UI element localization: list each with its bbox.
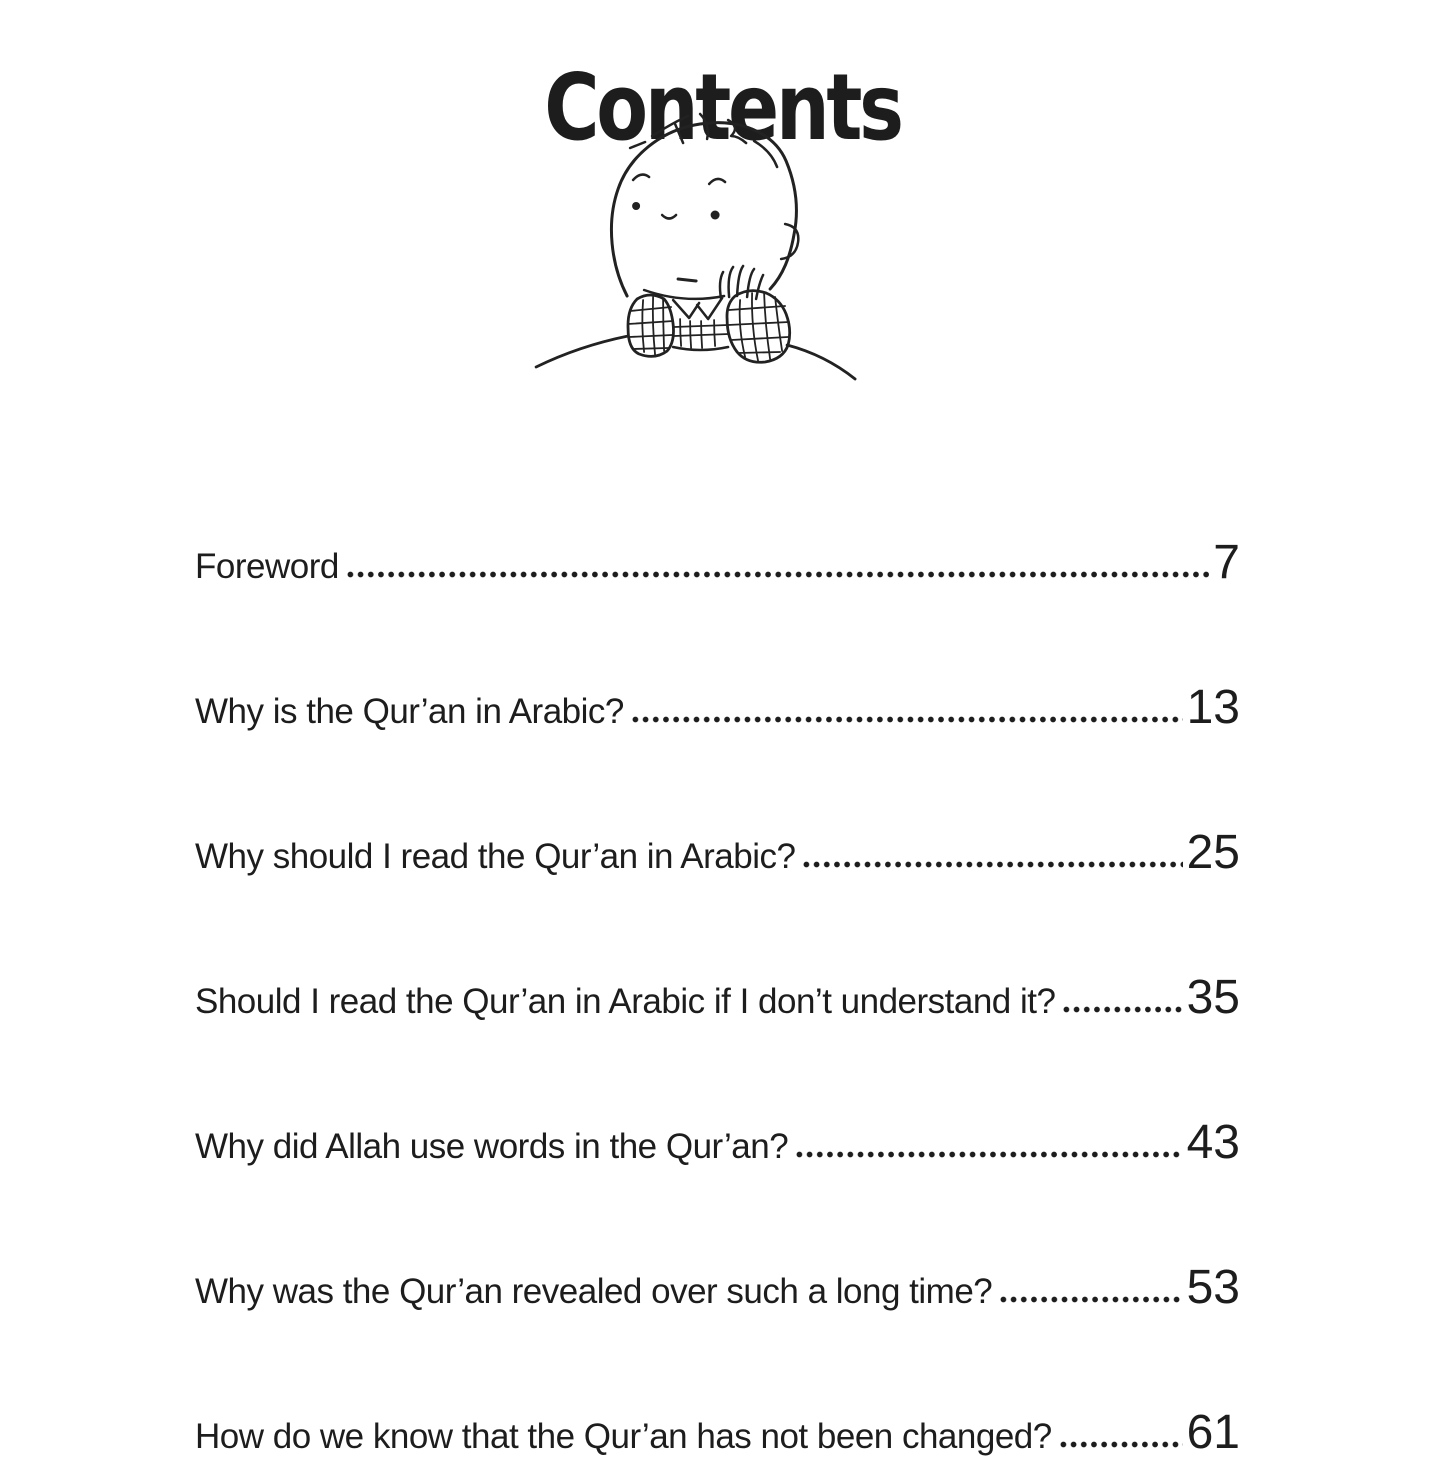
dot-leader xyxy=(1000,1296,1182,1303)
toc-page-number: 61 xyxy=(1186,1406,1240,1459)
toc-entry xyxy=(195,534,1240,596)
thinking-boy-illustration xyxy=(524,103,914,408)
toc-page-number: 43 xyxy=(1186,1116,1240,1169)
toc-page-number: 7 xyxy=(1213,536,1240,589)
toc-entry-label: How do we know that the Qur’an has not been changed? xyxy=(195,1417,1052,1456)
toc-entry xyxy=(195,679,1240,741)
toc-entry xyxy=(195,1404,1240,1466)
dot-leader xyxy=(347,571,1209,578)
toc-page-number: 13 xyxy=(1186,681,1240,734)
toc-page-number: 53 xyxy=(1186,1261,1240,1314)
dot-leader xyxy=(803,861,1182,868)
dot-leader xyxy=(796,1151,1182,1158)
toc-entry-label: Why was the Qur’an revealed over such a long time? xyxy=(195,1272,993,1311)
toc-entry-label: Why is the Qur’an in Arabic? xyxy=(195,692,624,731)
page-title: Contents xyxy=(544,53,901,161)
toc-entry xyxy=(195,1259,1240,1321)
toc-entry-label: Should I read the Qur’an in Arabic if I don’t understand it? xyxy=(195,982,1056,1021)
toc-page-number: 25 xyxy=(1186,826,1240,879)
toc-entry-label: Foreword xyxy=(195,547,339,586)
table-of-contents xyxy=(195,534,1240,1466)
dot-leader xyxy=(632,716,1183,723)
toc-entry xyxy=(195,969,1240,1031)
toc-entry xyxy=(195,1114,1240,1176)
toc-page-number: 35 xyxy=(1186,971,1240,1024)
toc-entry-label: Why should I read the Qur’an in Arabic? xyxy=(195,837,796,876)
dot-leader xyxy=(1063,1006,1182,1013)
toc-entry-label: Why did Allah use words in the Qur’an? xyxy=(195,1127,789,1166)
thinking-boy-drawing xyxy=(524,103,914,408)
toc-entry xyxy=(195,824,1240,886)
